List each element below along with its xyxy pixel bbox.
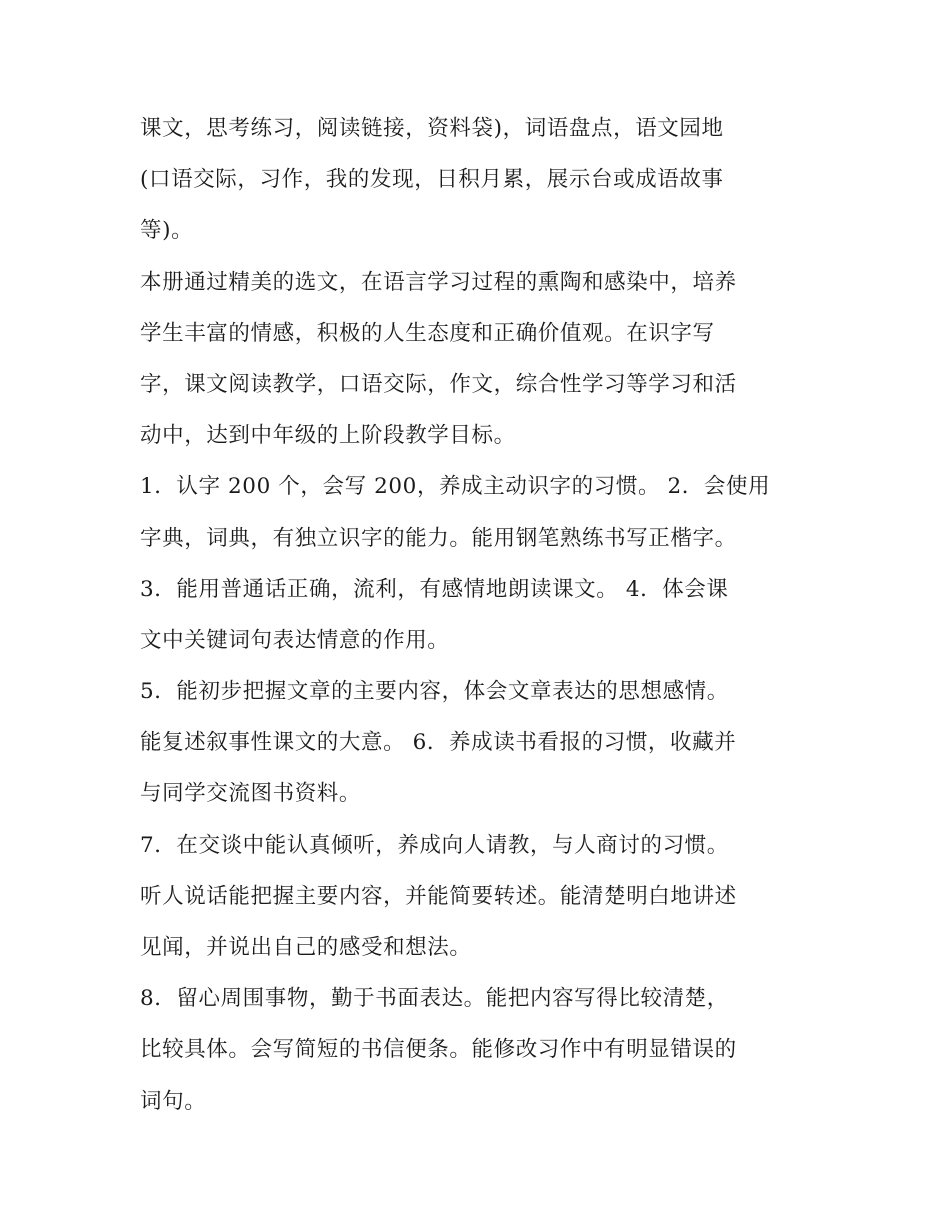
list-item-line: 8．留心周围事物，勤于书面表达。能把内容写得比较清楚， [140,986,729,1012]
text-line: 等)。 [140,218,194,244]
list-item-line: 1．认字 200 个，会写 200，养成主动识字的习惯。 2．会使用 [140,474,771,500]
text-line: 本册通过精美的选文，在语言学习过程的熏陶和感染中，培养 [140,269,737,295]
text-line: (口语交际，习作，我的发现，日积月累，展示台或成语故事 [140,167,724,193]
list-item-line: 文中关键词句表达情意的作用。 [140,627,450,653]
text-line: 学生丰富的情感，积极的人生态度和正确价值观。在识字写 [140,320,715,346]
list-item-line: 见闻，并说出自己的感受和想法。 [140,935,472,960]
list-item-line: 听人说话能把握主要内容，并能简要转述。能清楚明白地讲述 [140,883,737,909]
text-line: 字，课文阅读教学，口语交际，作文，综合性学习等学习和活 [140,371,737,397]
list-item-line: 字典，词典，有独立识字的能力。能用钢笔熟练书写正楷字。 [140,525,737,551]
document-body [140,103,820,1127]
list-item-line: 比较具体。会写简短的书信便条。能修改习作中有明显错误的 [140,1037,737,1063]
list-item-line: 能复述叙事性课文的大意。 6．养成读书看报的习惯，收藏并 [140,730,737,756]
text-line: 课文，思考练习，阅读链接，资料袋)，词语盘点，语文园地 [140,116,724,141]
list-item-line: 词句。 [140,1088,207,1114]
list-item-line: 3．能用普通话正确，流利，有感情地朗读课文。 4．体会课 [140,576,729,602]
text-line: 动中，达到中年级的上阶段教学目标。 [140,423,516,449]
list-item-line: 与同学交流图书资料。 [140,781,362,807]
list-item-line: 7．在交谈中能认真倾听，养成向人请教，与人商讨的习惯。 [140,832,729,858]
list-item-line: 5．能初步把握文章的主要内容，体会文章表达的思想感情。 [140,679,729,705]
